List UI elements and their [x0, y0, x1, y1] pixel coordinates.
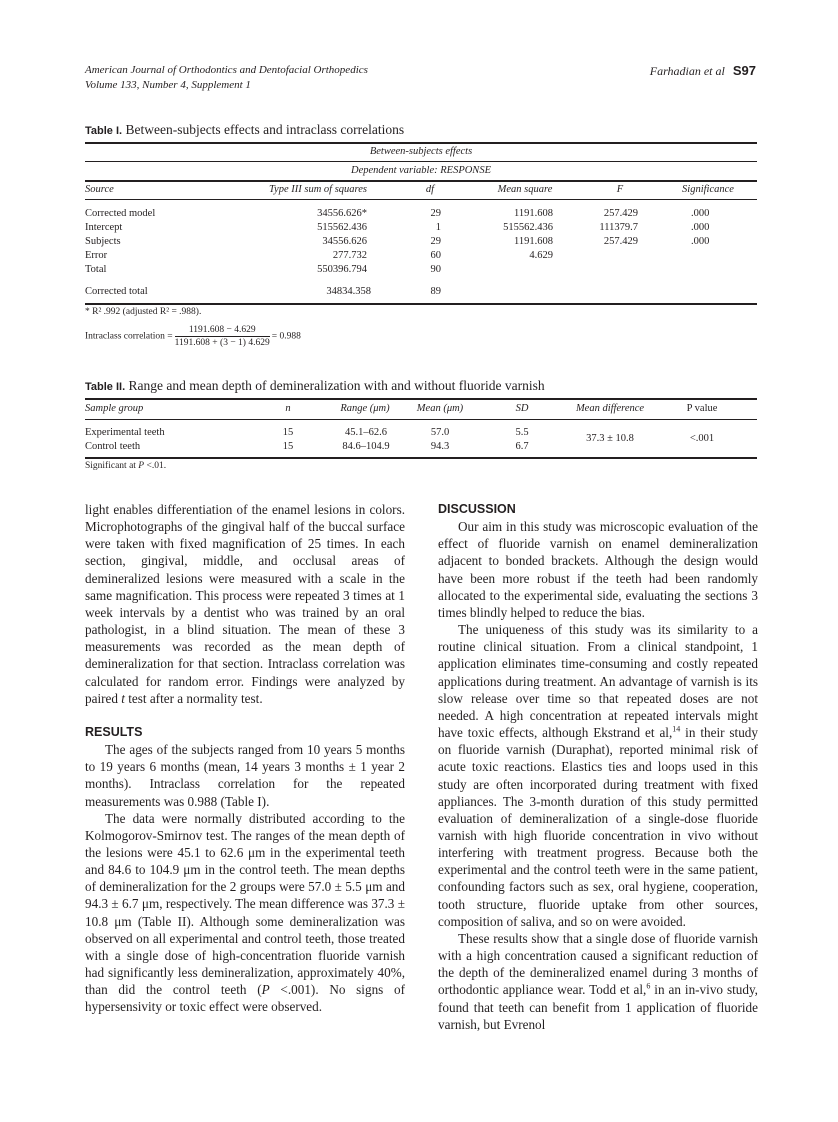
table2-mean-difference: 37.3 ± 10.8: [586, 433, 634, 444]
formula-numerator: 1191.608 − 4.629: [175, 325, 270, 337]
table1-column-header: Source: [85, 184, 114, 195]
table1-cell: 257.429: [603, 236, 638, 247]
footnote-text: <.01.: [144, 461, 167, 471]
table2-footnote: [85, 461, 166, 471]
formula-fraction: [175, 325, 270, 348]
table1-cell: Corrected model: [85, 208, 156, 219]
table2-top-rule: [85, 398, 757, 400]
table1-cell: Total: [85, 264, 107, 275]
table2-header-rule: [85, 419, 757, 420]
table1-cell: 257.429: [603, 208, 638, 219]
footnote-p: P: [138, 461, 145, 471]
paragraph-text: Our aim in this study was microscopic evaluation of the effect of fluoride varnish on enamel demineralization adjacent to bonded brackets. Although the design would have been more robust if the teeth had been randomly allocated to the experimental side, evaluating the sections 3 times blindly helped to reduce the bias.: [438, 519, 758, 620]
body-paragraph: [85, 810, 405, 1016]
section-heading: DISCUSSION: [438, 502, 516, 516]
table1-header-rule: [85, 199, 757, 200]
body-paragraph: [438, 930, 758, 1033]
table2-column-header: Sample group: [85, 403, 144, 414]
paragraph-text: test after a normality test.: [124, 690, 263, 706]
table1-cell: 29: [430, 236, 441, 247]
table1-cell: Error: [85, 250, 108, 261]
table1-column-header: Significance: [682, 184, 734, 195]
formula-lhs: Intraclass correlation =: [85, 331, 173, 342]
table1-bottom-rule: [85, 303, 757, 305]
table1-column-header: df: [425, 184, 435, 195]
body-paragraph: [85, 501, 405, 707]
table1-cell: 4.629: [529, 250, 553, 261]
body-paragraph: [85, 741, 405, 810]
table1-top-rule: [85, 142, 757, 144]
running-header-journal: [85, 63, 368, 93]
table2-cell: 15: [282, 427, 294, 438]
paragraph-text: in their study on fluoride varnish (Duraphat), reported minimal risk of acute toxic reactions. Elastics ties and loops used in this study are often incorporated during treatment with fixed appliances. The 3-month duration of this study permitted evaluation of demineralization of a single-dose fluoride varnish with high fluoride concentration in vivo without interfering with treatment progress. Because both the experimental and the control teeth were in the same patient, confounding factors such as sex, oral hygiene, cooperation, tooth structure, fluoride uptake from other sources, composition of saliva, and so on were avoided.: [438, 725, 758, 929]
table2-cell: 15: [282, 441, 294, 452]
table1-cell: 60: [430, 250, 441, 261]
left-text-column: [85, 501, 405, 1016]
table2-column-header: Range (μm): [340, 403, 390, 414]
table1-cell: 550396.794: [317, 264, 367, 275]
table2-cell: Experimental teeth: [85, 427, 165, 438]
table1-cell: 89: [430, 286, 441, 297]
table1-rule: [85, 180, 757, 182]
section-heading: RESULTS: [85, 724, 143, 739]
table1-cell: .000: [691, 222, 710, 233]
paragraph-text: t: [121, 690, 125, 706]
paragraph-text: These results show that a single dose of fluoride varnish with a high concentration caused a significant reduction of the depth of the demineralized enamel during 3 months of orthodontic appliance wear. Todd et al,: [438, 930, 758, 998]
table2-column-header: Mean (μm): [416, 403, 464, 414]
table2-label: Table II.: [85, 381, 126, 393]
table1-column-header: Type III sum of squares: [269, 184, 367, 195]
table1-cell: 111379.7: [599, 222, 638, 233]
table1-cell: .000: [691, 208, 710, 219]
table1-caption: [85, 122, 404, 138]
table1-rule: [85, 161, 757, 162]
table1-cell: 277.732: [332, 250, 367, 261]
table1-group-header: Between-subjects effects: [369, 146, 473, 157]
table2-cell: Control teeth: [85, 441, 141, 452]
table1-cell: 515562.436: [317, 222, 367, 233]
table1-cell: 29: [430, 208, 441, 219]
table1-cell: 1: [435, 222, 441, 233]
journal-name: American Journal of Orthodontics and Dentofacial Orthopedics: [85, 64, 368, 76]
table1-cell: 90: [430, 264, 441, 275]
body-paragraph: [438, 518, 758, 621]
table2-column-header: Mean difference: [575, 403, 645, 414]
table1-cell: 1191.608: [514, 236, 553, 247]
table1-label: Table I.: [85, 125, 123, 137]
table2-column-header: P value: [686, 403, 718, 414]
table1-cell: 1191.608: [514, 208, 553, 219]
paragraph-text: The uniqueness of this study was its similarity to a routine clinical situation. From a clinical standpoint, 1 application eliminates time-consuming and costly repeated applications during treatment. An advantage of varnish is its slow release over time so that repeated doses are not needed. A high concentration at repeated intervals might have toxic effects, although Ekstrand et al,: [438, 622, 758, 741]
paragraph-text: in an in-vivo study, found that teeth can benefit from 1 application of fluoride varnish, but Evrenol: [438, 982, 758, 1032]
table1-cell: 34556.626*: [317, 208, 367, 219]
formula-denominator: 1191.608 + (3 − 1) 4.629: [174, 338, 270, 348]
page-number: S97: [732, 63, 756, 78]
table1-cell: Intercept: [85, 222, 123, 233]
table2-cell: 6.7: [515, 441, 529, 452]
paragraph-gap: [85, 707, 405, 724]
table1-dependent-variable: Dependent variable: RESPONSE: [351, 165, 491, 176]
reference-superscript: 6: [646, 981, 651, 991]
table2-bottom-rule: [85, 457, 757, 459]
table1-cell: 34834.358: [326, 286, 371, 297]
table2-cell: 45.1–62.6: [345, 427, 387, 438]
paragraph-text: The data were normally distributed according to the Kolmogorov-Smirnov test. The ranges of the mean depth of the lesions were 45.1 to 62.6 μm in the experimental teeth and 84.6 to 104.9 μm in the control teeth. The mean depths of demineralization for the 2 groups were 57.0 ± 5.5 μm and 94.3 ± 6.7 μm, respectively. The mean difference was 37.3 ± 10.8 μm (Table II). Although some demineralization was observed on all experimental and control teeth, those treated with a single dose of high-concentration fluoride varnish had significantly less demineralization, approximately 40%, than did the control teeth (: [85, 810, 405, 998]
table2-title: Range and mean depth of demineralization with and without fluoride varnish: [128, 378, 545, 393]
paragraph-text: light enables differentiation of the enamel lesions in colors. Microphotographs of the gingival half of the buccal surface were taken with fixed magnification of 25 times. In each section, gingival, middle, and occlusal areas of demineralized lesions were measured with a scale in the same magnification. This process were repeated 3 times at 1 week intervals by a dentist who was trained by an oral pathologist, in a blind situation. The mean of these 3 measurements was recorded as the mean depth of demineralization for that section. Intraclass correlation was calculated for random error. Findings were analyzed by paired: [85, 502, 405, 706]
reference-superscript: 14: [672, 724, 681, 734]
table2-column-header: SD: [515, 403, 529, 414]
right-text-column: [438, 501, 758, 1033]
paragraph-text: P: [261, 982, 270, 998]
body-paragraph: [438, 621, 758, 930]
table1-cell: .000: [691, 236, 710, 247]
authors: Farhadian et al: [649, 64, 725, 78]
table1-cell: 34556.626: [322, 236, 367, 247]
footnote-text: Significant at: [85, 461, 139, 471]
table2-caption: [85, 378, 545, 394]
table2-cell: 5.5: [515, 427, 529, 438]
table2-cell: 57.0: [430, 427, 450, 438]
table1-cell: Corrected total: [85, 286, 148, 297]
table1-column-header: F: [616, 184, 624, 195]
table1-cell: 515562.436: [503, 222, 553, 233]
table1-cell: Subjects: [85, 236, 121, 247]
formula-rhs: = 0.988: [271, 331, 301, 342]
table2-cell: 84.6–104.9: [342, 441, 390, 452]
table1-title: Between-subjects effects and intraclass correlations: [125, 122, 405, 137]
journal-volume: Volume 133, Number 4, Supplement 1: [85, 79, 251, 91]
paragraph-text: The ages of the subjects ranged from 10 years 5 months to 19 years 6 months (mean, 14 years 3 months ± 1 year 2 months). Intraclass correlation for the repeated measurements was 0.988 (Table I).: [85, 742, 405, 809]
table2-cell: 94.3: [430, 441, 450, 452]
table1-column-header: Mean square: [497, 184, 553, 195]
table1-footnote: * R² .992 (adjusted R² = .988).: [85, 307, 202, 317]
running-header-right: [650, 63, 756, 79]
intraclass-correlation-formula: [85, 325, 301, 348]
table2-column-header: n: [285, 403, 291, 414]
table2-p-value: <.001: [689, 433, 715, 444]
paragraph-text: <.001). No signs of hypersensivity or toxic effect were observed.: [85, 982, 405, 1015]
